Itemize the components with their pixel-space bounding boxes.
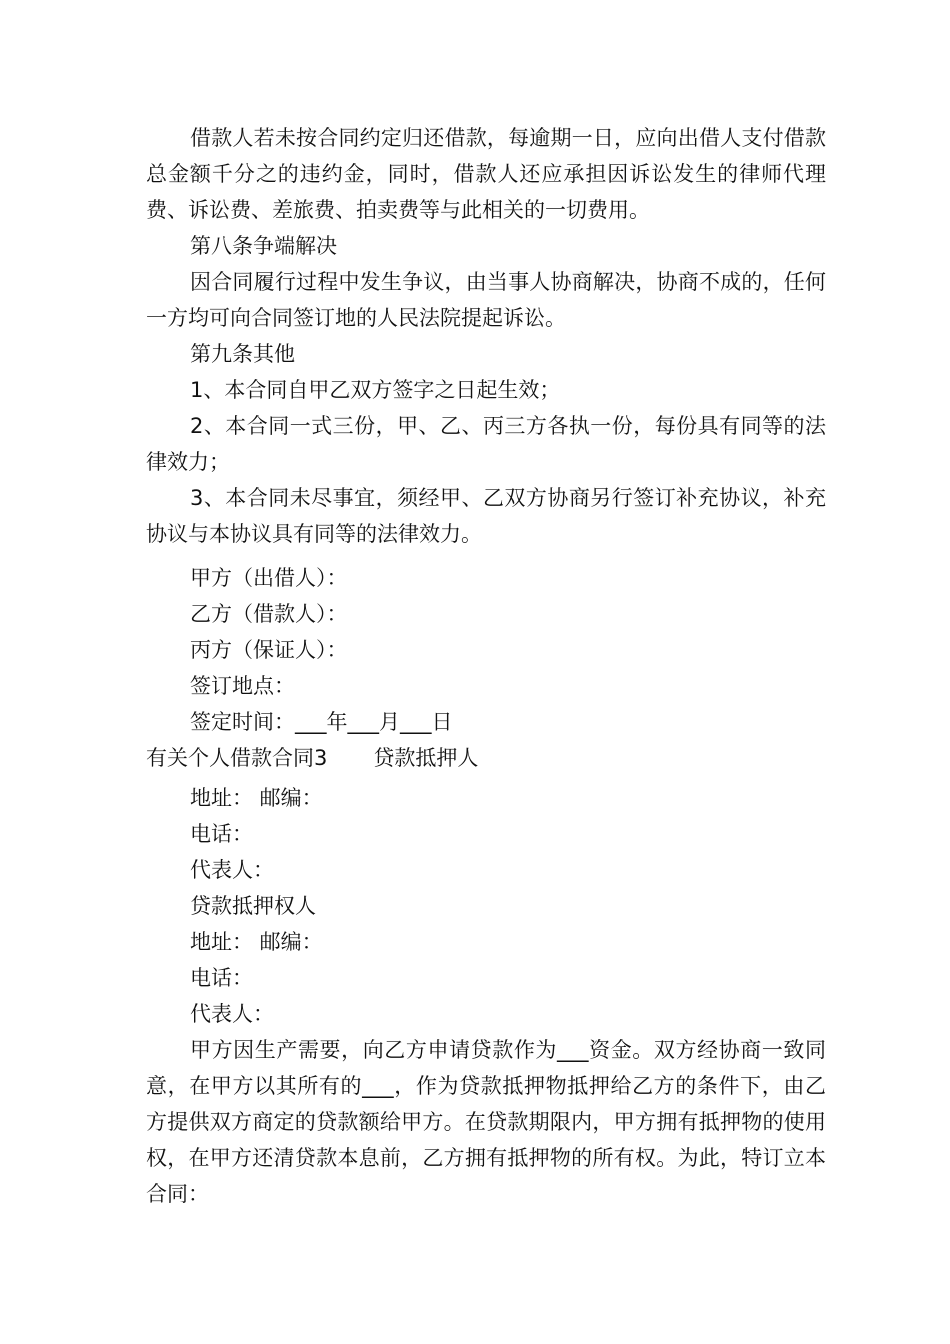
mortgagee-address: 地址： 邮编： (190, 930, 323, 954)
mortgagee-phone: 电话： (190, 966, 253, 990)
mortgagee-label: 贷款抵押权人 (190, 894, 316, 918)
section-title: 有关个人借款合同3 (146, 746, 328, 770)
section-title-line (146, 740, 478, 776)
loan-purpose-paragraph: 甲方因生产需要，向乙方申请贷款作为___资金。双方经协商一致同意，在甲方以其所有的___，作为贷款抵押物抵押给乙方的条件下，由乙方提供双方商定的贷款额给甲方。在贷款期限内，甲方拥有抵押物的使用权，在甲方还清贷款本息前，乙方拥有抵押物的所有权。为此，特订立本合同： (146, 1038, 826, 1206)
signing-time: 签定时间：___年___月___日 (190, 710, 453, 734)
clause-penalty-paragraph: 借款人若未按合同约定归还借款，每逾期一日，应向出借人支付借款总金额千分之的违约金，同时，借款人还应承担因诉讼发生的律师代理费、诉讼费、差旅费、拍卖费等与此相关的一切费用。 (146, 126, 826, 222)
item-1: 1、本合同自甲乙双方签字之日起生效； (190, 378, 561, 402)
dispute-resolution-paragraph: 因合同履行过程中发生争议，由当事人协商解决，协商不成的，任何一方均可向合同签订地的人民法院提起诉讼。 (146, 270, 826, 330)
mortgagor-label: 贷款抵押人 (373, 746, 479, 770)
party-a-signature-line: 甲方（出借人）： (190, 566, 348, 590)
mortgagor-phone: 电话： (190, 822, 253, 846)
mortgagor-address: 地址： 邮编： (190, 786, 323, 810)
signing-place: 签订地点： (190, 674, 295, 698)
item-3: 3、本合同未尽事宜，须经甲、乙双方协商另行签订补充协议，补充协议与本协议具有同等的法律效力。 (146, 486, 826, 546)
article-9-heading: 第九条其他 (190, 342, 295, 366)
article-8-heading: 第八条争端解决 (190, 234, 337, 258)
party-c-signature-line: 丙方（保证人）： (190, 638, 348, 662)
item-2: 2、本合同一式三份，甲、乙、丙三方各执一份，每份具有同等的法律效力； (146, 414, 826, 474)
mortgagor-representative: 代表人： (190, 858, 274, 882)
party-b-signature-line: 乙方（借款人）： (190, 602, 348, 626)
mortgagee-representative: 代表人： (190, 1002, 274, 1026)
